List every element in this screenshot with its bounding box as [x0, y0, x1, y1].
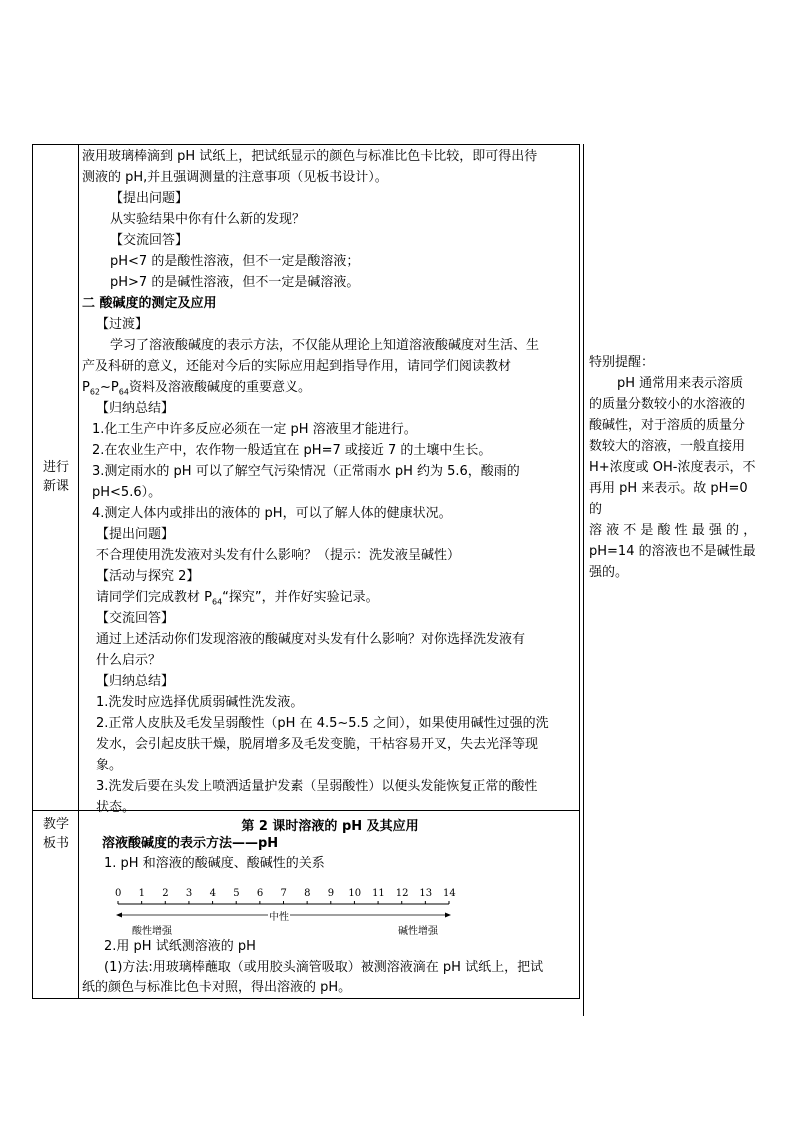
ph-scale-number: 2 [162, 888, 169, 899]
text-line: 通过上述活动你们发现溶液的酸碱度对头发有什么影响？对你选择洗发液有 [96, 632, 526, 647]
right-arrow-head [445, 913, 451, 918]
text-head: 请同学们完成教材 P [96, 590, 212, 605]
note-line: pH 通常用来表示溶质 [617, 376, 744, 391]
page-sub: 62 [89, 387, 101, 397]
heading-transition: 【过渡】 [96, 317, 149, 332]
ph-scale-number: 9 [327, 888, 335, 899]
heading-summary: 【归纳总结】 [96, 674, 175, 689]
ph-scale-number: 13 [419, 888, 433, 899]
text-line: 3.测定雨水的 pH 可以了解空气污染情况（正常雨水 pH 约为 5.6，酸雨的 [92, 464, 520, 479]
ph-scale-number: 10 [348, 888, 362, 899]
left-arrow-head [116, 913, 122, 918]
base-label: 碱性增强 [398, 926, 438, 937]
table-col-divider [78, 144, 79, 999]
board-item-2-line-1: (1)方法:用玻璃棒蘸取（或用胶头滴管吸取）被测溶液滴在 pH 试纸上，把试 [104, 960, 544, 975]
page-sub: 64 [118, 387, 129, 397]
page-ref: P [82, 380, 90, 395]
text-line: 1.化工生产中许多反应必须在一定 pH 溶液里才能进行。 [92, 422, 417, 437]
table-left-border [32, 144, 33, 999]
ph-scale-number: 12 [395, 888, 409, 899]
note-line: 的质量分数较小的水溶液的 [589, 397, 746, 412]
section-label-board [34, 815, 78, 853]
text-line: 3.洗发后要在头发上喷洒适量护发素（呈弱酸性）以便头发能恢复正常的酸性 [96, 779, 538, 794]
text-line: pH<5.6）。 [92, 485, 162, 500]
text-line: 状态。 [96, 800, 136, 815]
ph-scale-number: 8 [304, 888, 311, 899]
note-line: 酸碱性，对于溶质的质量分 [589, 418, 746, 433]
heading-ask-question: 【提出问题】 [96, 527, 175, 542]
table-right-border [579, 144, 580, 999]
ph-scale-number: 4 [209, 888, 216, 899]
page-sep: ~P [100, 380, 119, 395]
ph-scale-number: 3 [185, 888, 193, 899]
section-label-text: 进行新课 [42, 460, 69, 494]
note-line: H+浓度或 OH-浓度表示，不 [589, 460, 756, 475]
heading-summary: 【归纳总结】 [96, 401, 175, 416]
ph-scale-number: 14 [443, 888, 456, 899]
text-line: 测液的 pH,并且强调测量的注意事项（见板书设计）。 [82, 170, 388, 185]
ph-scale-number: 11 [372, 888, 385, 899]
heading-exchange-answer: 【交流回答】 [96, 611, 175, 626]
text-tail: “探究”，并作好实验记录。 [222, 590, 379, 605]
acid-label: 酸性增强 [132, 926, 172, 937]
board-item-2-line-2: 纸的颜色与标准比色卡对照，得出溶液的 pH。 [82, 980, 352, 995]
ph-scale-number: 7 [280, 888, 287, 899]
neutral-label: 中性 [268, 908, 290, 923]
table-top-border [32, 144, 580, 145]
board-item-1: 1. pH 和溶液的酸碱度、酸碱性的关系 [104, 856, 325, 871]
text-line: 2.在农业生产中，农作物一般适宜在 pH=7 或接近 7 的土壤中生长。 [92, 443, 492, 458]
text-line: 2.正常人皮肤及毛发呈弱酸性（pH 在 4.5~5.5 之间），如果使用碱性过强的洗 [96, 716, 549, 731]
note-column-line [583, 144, 584, 1016]
text-line: 发水，会引起皮肤干燥，脱屑增多及毛发变脆，干枯容易开叉，失去光泽等现 [96, 737, 539, 752]
note-title: 特别提醒： [589, 355, 655, 370]
board-subtitle: 溶液酸碱度的表示方法——pH [102, 836, 279, 851]
text-line: 产及科研的意义，还能对今后的实际应用起到指导作用，请同学们阅读教材 [82, 359, 512, 374]
text-line: 学习了溶液酸碱度的表示方法，不仅能从理论上知道溶液酸碱度对生活、生 [110, 338, 540, 353]
text-line: 什么启示？ [96, 653, 162, 668]
text-line: 1.洗发时应选择优质弱碱性洗发液。 [96, 695, 304, 710]
ph-scale-number: 6 [256, 888, 264, 899]
board-item-2: 2.用 pH 试纸测溶液的 pH [104, 939, 256, 954]
note-line: 溶 液 不 是 酸 性 最 强 的 ， [589, 523, 757, 538]
ph-scale-number: 1 [138, 888, 146, 899]
note-line: 再用 pH 来表示。故 pH=0 的 [589, 481, 748, 517]
text-line: 象。 [96, 758, 123, 773]
text-tail: 资料及溶液酸碱度的重要意义。 [128, 380, 311, 395]
ph-scale-number: 5 [233, 888, 240, 899]
text-line: 从实验结果中你有什么新的发现？ [110, 212, 306, 227]
page-sub: 64 [211, 597, 223, 607]
note-line: 强的。 [589, 565, 629, 580]
table-bottom-border [32, 998, 580, 999]
text-line: pH<7 的是酸性溶液，但不一定是酸溶液； [110, 254, 360, 269]
heading-activity: 【活动与探究 2】 [96, 569, 200, 584]
section-heading: 二 酸碱度的测定及应用 [82, 296, 217, 311]
note-line: pH=14 的溶液也不是碱性最 [589, 544, 756, 559]
ph-scale-number: 0 [115, 888, 122, 899]
heading-ask-question: 【提出问题】 [110, 191, 189, 206]
text-line: 液用玻璃棒滴到 pH 试纸上，把试纸显示的颜色与标准比色卡比较，即可得出待 [82, 149, 538, 164]
board-title: 第 2 课时溶液的 pH 及其应用 [241, 819, 419, 834]
text-line: pH>7 的是碱性溶液，但不一定是碱溶液。 [110, 275, 360, 290]
note-line: 数较大的溶液，一般直接用 [589, 439, 746, 454]
text-line: 4.测定人体内或排出的液体的 pH，可以了解人体的健康状况。 [92, 506, 452, 521]
section-label-text: 教学板书 [42, 817, 69, 851]
text-line: 不合理使用洗发液对头发有什么影响？（提示：洗发液呈碱性） [96, 548, 461, 563]
ph-scale [112, 884, 462, 937]
special-note [589, 352, 761, 583]
section-label-new-lesson [34, 458, 78, 496]
main-content [82, 146, 576, 815]
heading-exchange-answer: 【交流回答】 [110, 233, 189, 248]
